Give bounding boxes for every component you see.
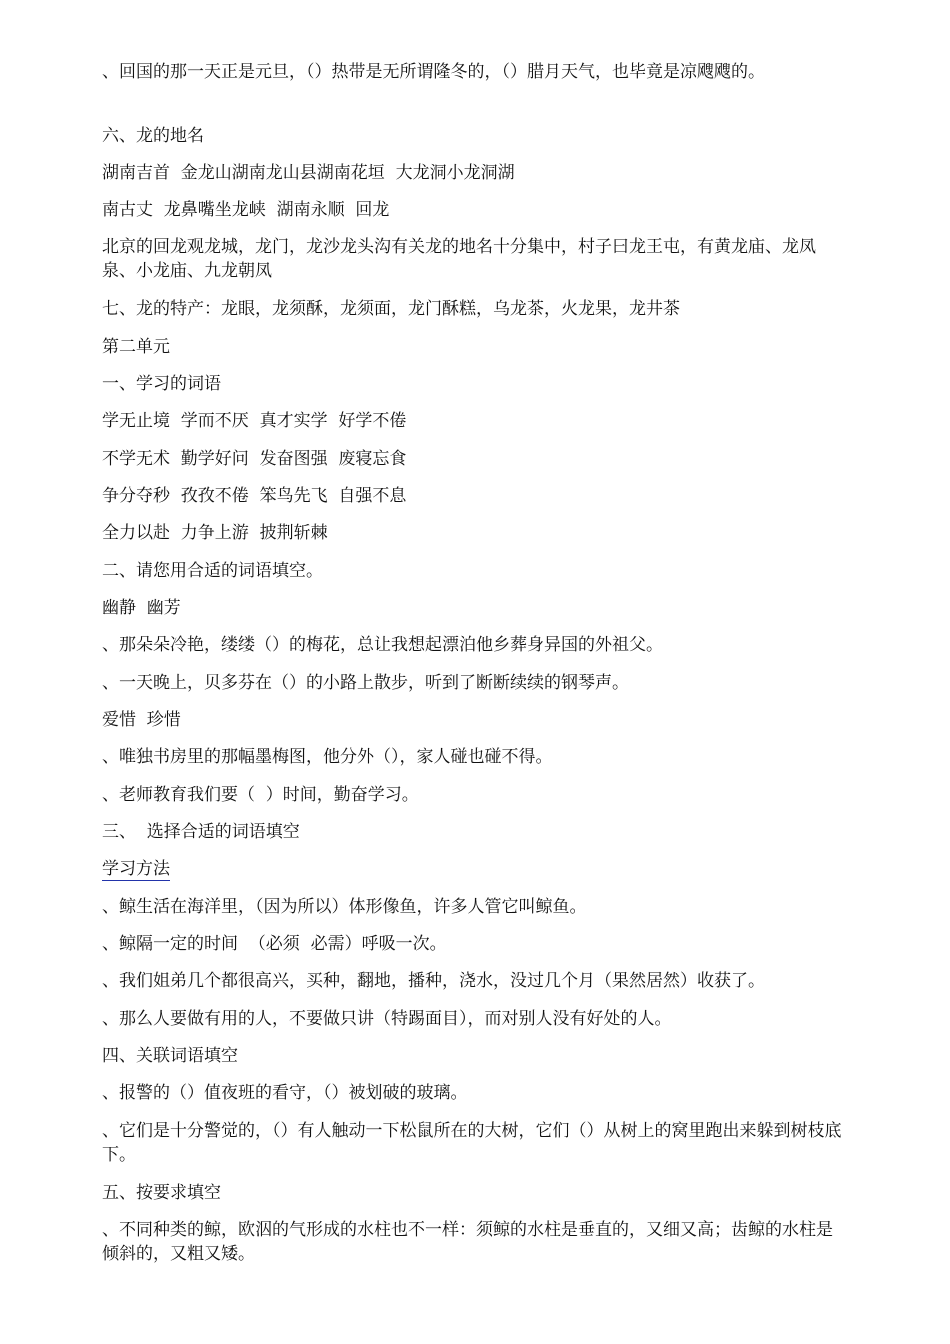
exercise-item: 、鲸隔一定的时间 （必须 必需）呼吸一次。 — [102, 934, 447, 954]
exercise-item: 、那么人要做有用的人，不要做只讲（特踢面目），而对别人没有好处的人。 — [102, 1009, 672, 1029]
study-method-link[interactable]: 学习方法 — [102, 859, 170, 879]
section-heading: 四、关联词语填空 — [102, 1046, 238, 1066]
section-heading: 三、 选择合适的词语填空 — [102, 822, 300, 842]
exercise-item: 、一天晚上，贝多芬在（）的小路上散步，听到了断断续续的钢琴声。 — [102, 673, 629, 693]
section-heading: 六、龙的地名 — [102, 126, 204, 146]
word-pair: 幽静 幽芳 — [102, 598, 181, 618]
vocab-row: 全力以赴 力争上游 披荆斩棘 — [102, 523, 328, 543]
exercise-item: 、那朵朵冷艳，缕缕（）的梅花，总让我想起漂泊他乡葬身异国的外祖父。 — [102, 635, 663, 655]
exercise-item: 、我们姐弟几个都很高兴，买种，翻地，播种，浇水，没过几个月（果然居然）收获了。 — [102, 971, 765, 991]
exercise-item: 、不同种类的鲸，欧泅的气形成的水柱也不一样：须鲸的水柱是垂直的，又细又高；齿鲸的水柱是倾斜的，又粗又矮。 — [102, 1220, 833, 1264]
vocab-row: 不学无术 勤学好问 发奋图强 废寝忘食 — [102, 449, 407, 469]
exercise-item: 、它们是十分警觉的，（）有人触动一下松鼠所在的大树，它们（）从树上的窝里跑出来躲到树枝底下。 — [102, 1121, 842, 1165]
section-heading: 一、学习的词语 — [102, 374, 221, 394]
section-heading: 七、龙的特产：龙眼，龙须酥，龙须面，龙门酥糕，乌龙茶，火龙果，龙井茶 — [102, 299, 680, 319]
text-line: 湖南吉首 金龙山湖南龙山县湖南花垣 大龙洞小龙洞湖 — [102, 163, 515, 183]
vocab-row: 学无止境 学而不厌 真才实学 好学不倦 — [102, 411, 407, 431]
link-line — [102, 857, 842, 881]
section-heading: 五、按要求填空 — [102, 1183, 221, 1203]
text-line: 南古丈 龙鼻嘴坐龙峡 湖南永顺 回龙 — [102, 200, 390, 220]
text-line: 、回国的那一天正是元旦，（）热带是无所谓隆冬的，（）腊月天气，也毕竟是凉飕飕的。 — [102, 62, 765, 82]
unit-heading: 第二单元 — [102, 337, 170, 357]
word-pair: 爱惜 珍惜 — [102, 710, 181, 730]
text-line: 北京的回龙观龙城，龙门，龙沙龙头沟有关龙的地名十分集中，村子曰龙王屯，有黄龙庙、龙凤泉、小龙庙、九龙朝凤 — [102, 237, 816, 281]
exercise-item: 、报警的（）值夜班的看守，（）被划破的玻璃。 — [102, 1083, 468, 1103]
exercise-item: 、老师教育我们要（ ）时间，勤奋学习。 — [102, 785, 419, 805]
exercise-item: 、唯独书房里的那幅墨梅图，他分外（），家人碰也碰不得。 — [102, 747, 553, 767]
exercise-item: 、鲸生活在海洋里，（因为所以）体形像鱼，许多人管它叫鲸鱼。 — [102, 897, 587, 917]
section-heading: 二、请您用合适的词语填空。 — [102, 561, 323, 581]
vocab-row: 争分夺秒 孜孜不倦 笨鸟先飞 自强不息 — [102, 486, 407, 506]
